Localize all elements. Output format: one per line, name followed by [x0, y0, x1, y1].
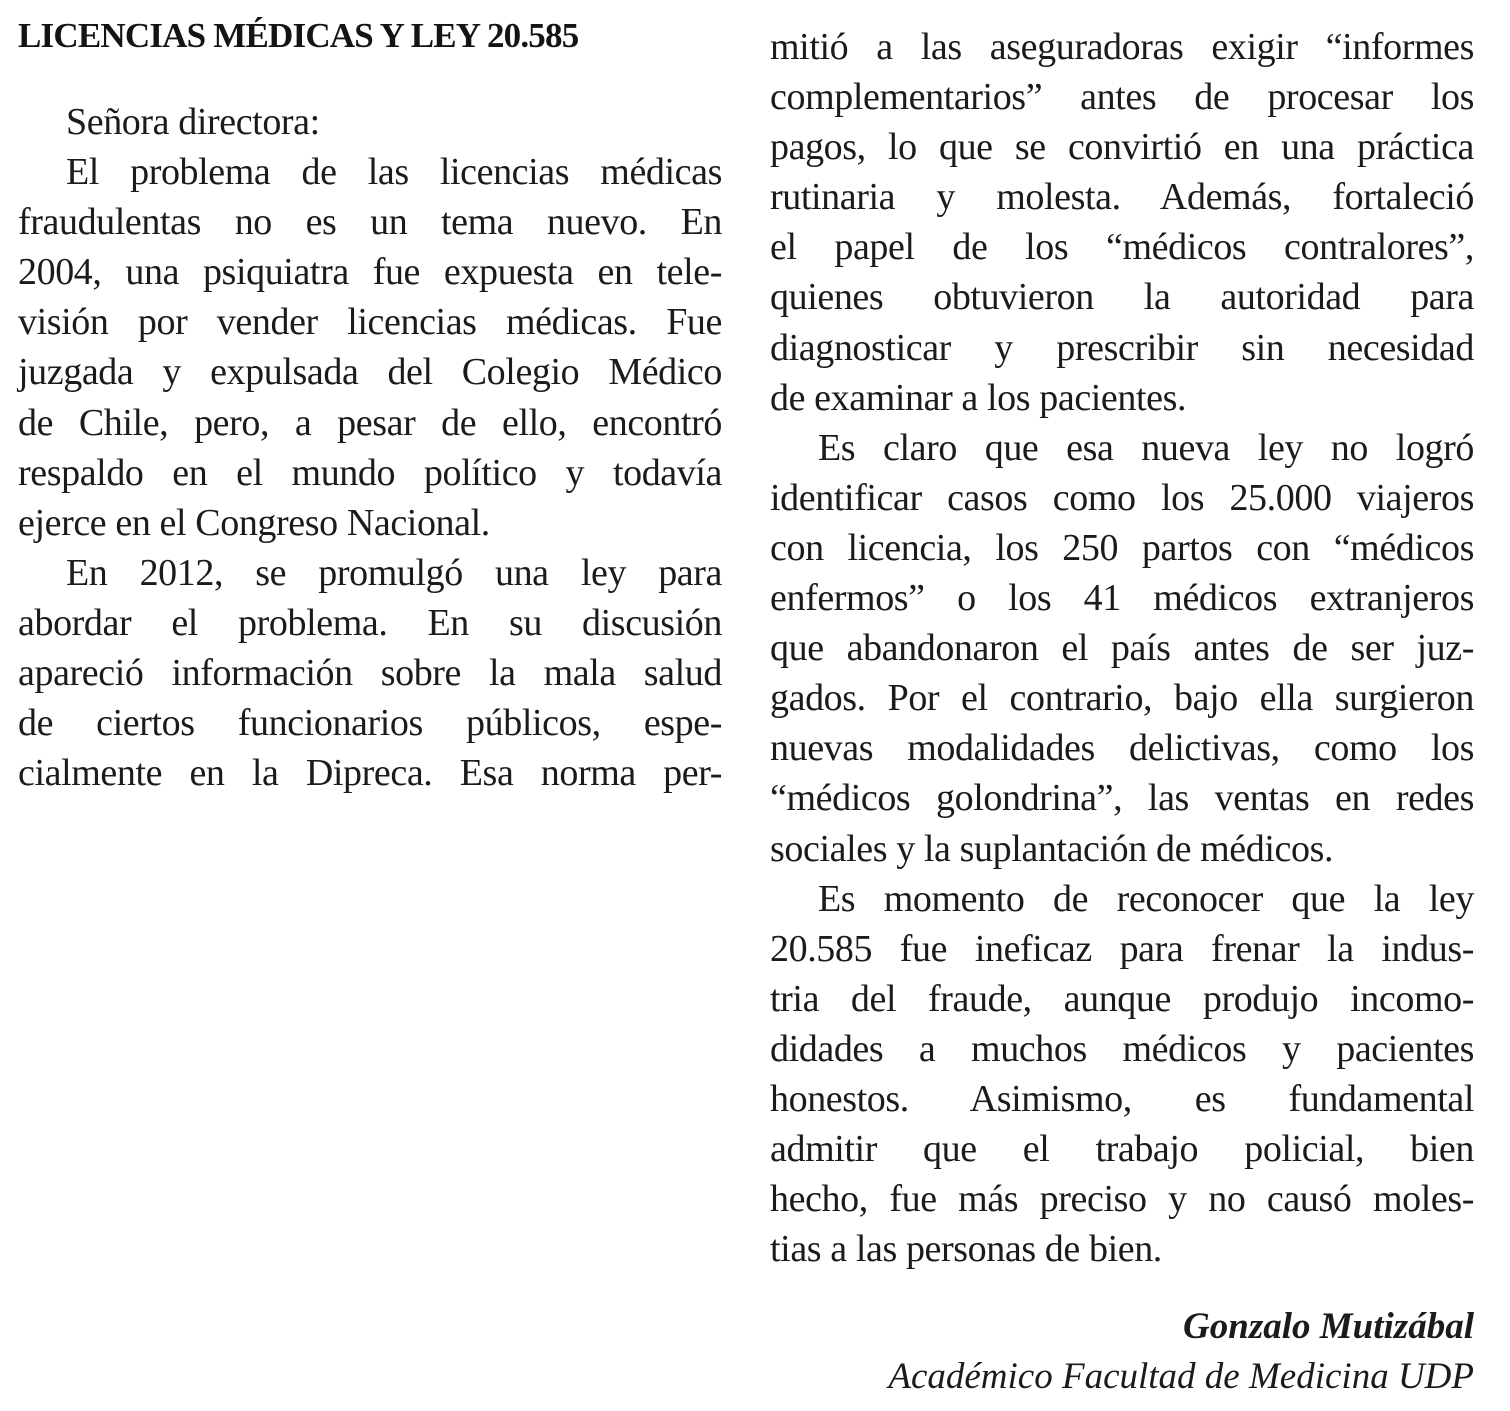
text-line: En 2012, se promulgó una ley para [66, 551, 722, 594]
text-line: con licencia, los 250 partos con “médicos [770, 526, 1474, 569]
text-line: cialmente en la Dipreca. Esa norma per- [18, 752, 722, 795]
text-line: el papel de los “médicos contralores”, [770, 226, 1474, 269]
text-line: quienes obtuvieron la autoridad para [770, 276, 1474, 319]
text-line: visión por vender licencias médicas. Fue [18, 301, 722, 344]
text-line: abordar el problema. En su discusión [18, 601, 722, 644]
text-line: “médicos golondrina”, las ventas en redes [770, 777, 1474, 820]
text-line: respaldo en el mundo político y todavía [18, 451, 722, 494]
text-line: El problema de las licencias médicas [66, 151, 722, 194]
text-line: gados. Por el contrario, bajo ella surgieron [770, 677, 1474, 720]
text-line: 20.585 fue ineficaz para frenar la indus- [770, 927, 1474, 970]
text-line: de Chile, pero, a pesar de ello, encontró [18, 401, 722, 444]
text-line: Es claro que esa nueva ley no logró [818, 426, 1474, 469]
text-line: nuevas modalidades delictivas, como los [770, 727, 1474, 770]
text-line: rutinaria y molesta. Además, fortaleció [770, 176, 1474, 219]
text-line: fraudulentas no es un tema nuevo. En [18, 201, 722, 244]
text-line: pagos, lo que se convirtió en una práctica [770, 126, 1474, 169]
text-line: hecho, fue más preciso y no causó moles- [770, 1178, 1474, 1221]
text-line: sociales y la suplantación de médicos. [770, 827, 1334, 870]
text-line: honestos. Asimismo, es fundamental [770, 1077, 1474, 1120]
right-column-text [770, 22, 1474, 1274]
text-line: mitió a las aseguradoras exigir “informes [770, 26, 1474, 68]
author-role: Académico Facultad de Medicina UDP [888, 1356, 1474, 1397]
text-line: complementarios” antes de procesar los [770, 76, 1474, 119]
text-line: admitir que el trabajo policial, bien [770, 1128, 1474, 1171]
text-line: identificar casos como los 25.000 viajeros [770, 476, 1474, 519]
text-line: de ciertos funcionarios públicos, espe- [18, 702, 722, 745]
text-line: didades a muchos médicos y pacientes [770, 1027, 1474, 1070]
left-column-text [18, 97, 722, 798]
text-line: que abandonaron el país antes de ser juz- [770, 627, 1474, 670]
text-line: tias a las personas de bien. [770, 1228, 1162, 1271]
text-line: 2004, una psiquiatra fue expuesta en tele- [18, 251, 722, 294]
text-line: apareció información sobre la mala salud [18, 652, 722, 695]
text-line: tria del fraude, aunque produjo incomo- [770, 977, 1474, 1020]
headline: LICENCIAS MÉDICAS Y LEY 20.585 [18, 16, 579, 55]
signature [888, 1302, 1474, 1402]
text-line: juzgada y expulsada del Colegio Médico [18, 351, 722, 394]
salutation: Señora directora: [66, 101, 320, 143]
text-line: enfermos” o los 41 médicos extranjeros [770, 577, 1474, 620]
text-line: de examinar a los pacientes. [770, 376, 1187, 419]
text-line: diagnosticar y prescribir sin necesidad [770, 326, 1474, 369]
text-line: ejerce en el Congreso Nacional. [18, 501, 490, 544]
author-name: Gonzalo Mutizábal [1183, 1306, 1474, 1347]
text-line: Es momento de reconocer que la ley [818, 877, 1474, 920]
